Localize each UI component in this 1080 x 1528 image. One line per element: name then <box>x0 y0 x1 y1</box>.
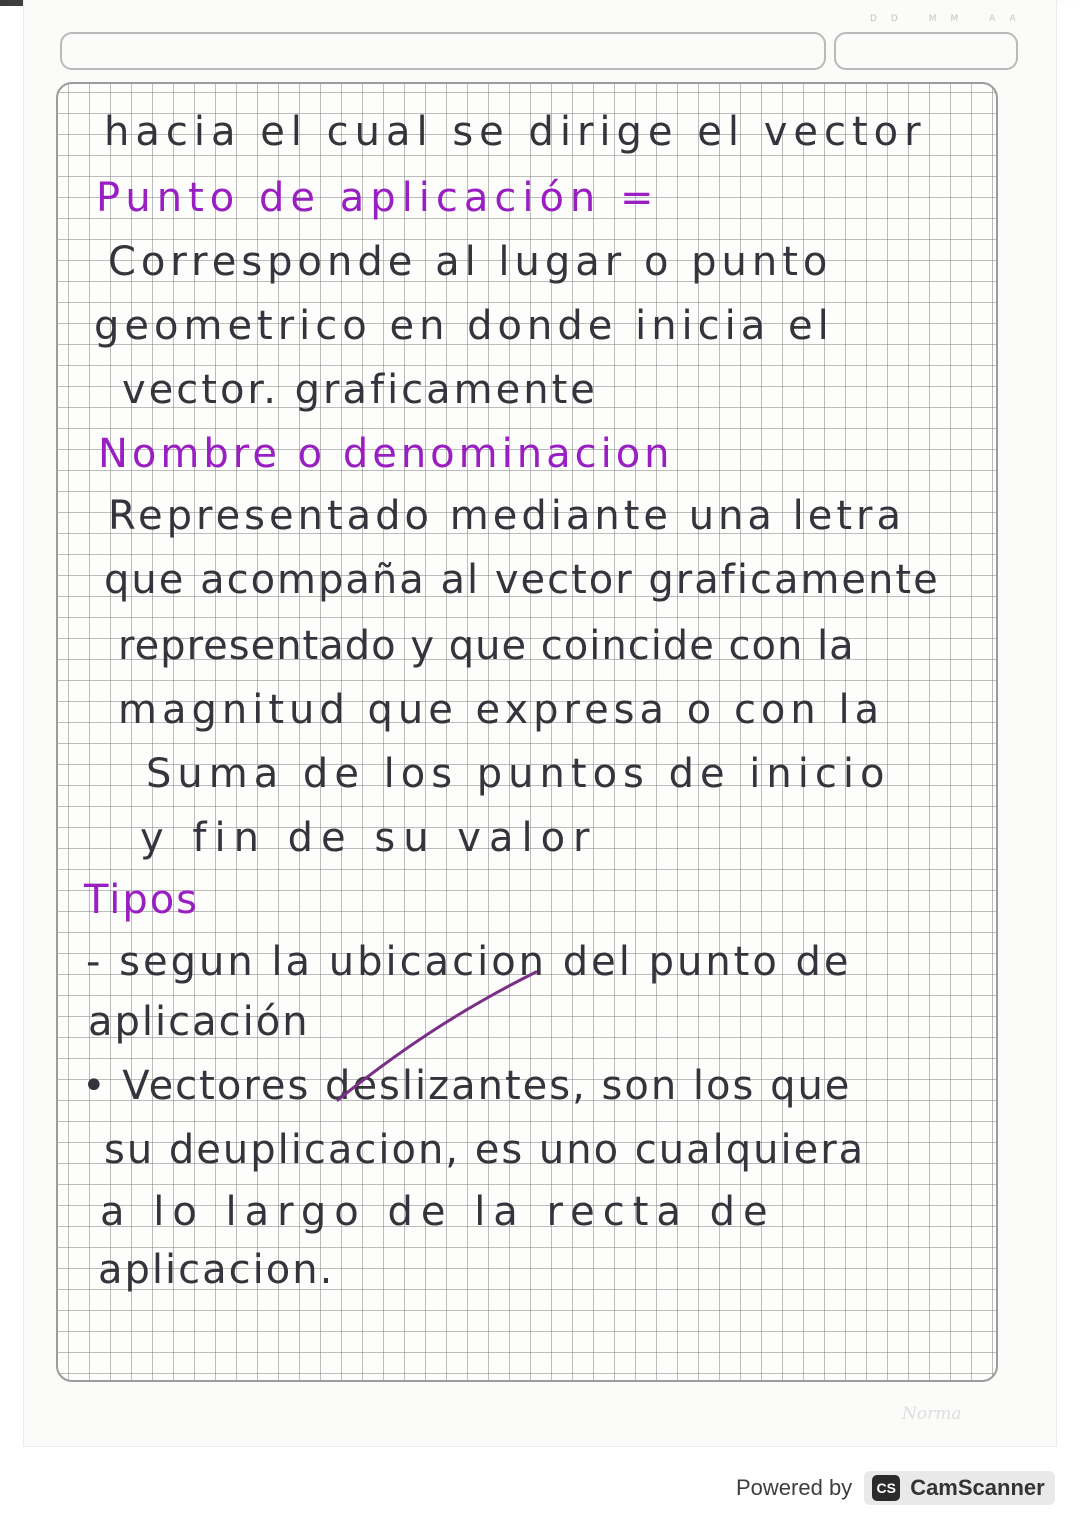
section-heading: Tipos <box>84 877 200 923</box>
note-line: aplicación <box>88 999 310 1045</box>
powered-by-label: Powered by <box>736 1475 853 1500</box>
header-date-box <box>834 32 1018 70</box>
note-line: Suma de los puntos de inicio <box>146 751 891 797</box>
camscanner-logo-icon: CS <box>872 1475 900 1501</box>
note-line: geometrico en donde inicia el <box>94 303 834 349</box>
note-line: Corresponde al lugar o punto <box>108 239 833 285</box>
camscanner-brand-name: CamScanner <box>910 1475 1045 1500</box>
note-line: Representado mediante una letra <box>108 493 905 539</box>
note-line: su deuplicacion, es uno cualquiera <box>104 1127 866 1173</box>
note-line: • Vectores deslizantes, son los que <box>82 1063 852 1109</box>
note-line: y fin de su valor <box>140 815 598 861</box>
scanner-footer <box>736 1466 1055 1510</box>
section-heading: Punto de aplicación = <box>96 175 660 221</box>
section-heading: Nombre o denominacion <box>98 431 674 477</box>
note-line: magnitud que expresa o con la <box>118 687 885 733</box>
header-title-box <box>60 32 826 70</box>
note-line: a lo largo de la recta de <box>100 1189 776 1235</box>
note-line: que acompaña al vector graficamente <box>104 557 940 603</box>
date-marks: DD MM AA <box>870 14 1030 24</box>
note-line: hacia el cual se dirige el vector <box>104 109 927 155</box>
note-line: vector. graficamente <box>122 367 598 413</box>
notebook-brand-watermark: Norma <box>902 1404 962 1424</box>
note-line: representado y que coincide con la <box>118 623 855 669</box>
note-line: - segun la ubicacion del punto de <box>86 939 852 985</box>
note-line: aplicacion. <box>98 1247 335 1293</box>
camscanner-badge <box>864 1471 1055 1505</box>
